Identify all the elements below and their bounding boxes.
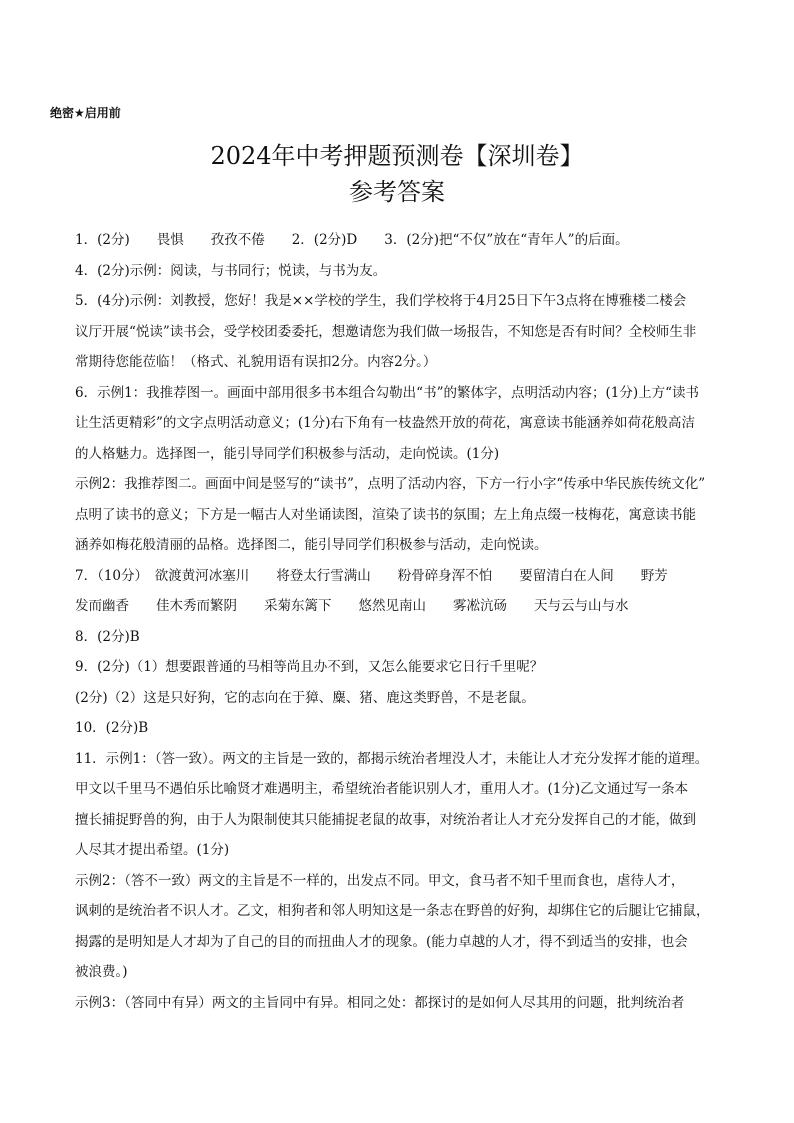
answer-line: 示例2：我推荐图二。画面中间是竖写的“读书”，点明了活动内容，下方一行小字“传承中华民族传统文化” [75, 476, 706, 492]
answer-line: 的人格魅力。选择图一，能引导同学们积极参与活动，走向悦读。(1分) [75, 445, 500, 462]
answer-line: 让生活更精彩”的文字点明活动意义；(1分)右下角有一枝盎然开放的荷花，寓意读书能涵养如荷花般高洁 [75, 415, 696, 431]
answer-line: 1．(2分) 畏惧 孜孜不倦 2．(2分)D 3．(2分)把“不仅”放在“青年人”的后面。 [75, 232, 629, 248]
answer-line: 11．示例1：（答一致）。两文的主旨是一致的，都揭示统治者埋没人才，未能让人才充分发挥才能的道理。 [75, 750, 709, 767]
confidential-label: 绝密★启用前 [50, 106, 121, 120]
page-subtitle: 参考答案 [349, 178, 445, 206]
answer-line: 讽刺的是统治者不识人才。乙文，相狗者和邻人明知这是一条志在野兽的好狗，却绑住它的后腿让它捕鼠， [75, 903, 710, 919]
answer-body [75, 225, 720, 1018]
answer-line: 示例3：（答同中有异）两文的主旨同中有异。相同之处：都探讨的是如何人尽其用的问题，批判统治者 [75, 994, 685, 1011]
answer-line: 擅长捕捉野兽的狗，由于人为限制使其只能捕捉老鼠的故事，对统治者让人才充分发挥自己的才能，做到 [75, 811, 696, 828]
answer-line: 9．(2分)（1）想要跟普通的马相等尚且办不到，又怎么能要求它日行千里呢？ [75, 659, 544, 675]
answer-line: 6．示例1：我推荐图一。画面中部用很多书本组合勾勒出“书”的繁体字，点明活动内容；(1分)上方“读书 [75, 384, 700, 401]
answer-line: 7．（10分） 欲渡黄河冰塞川 将登太行雪满山 粉骨碎身浑不怕 要留清白在人间 野芳 [75, 567, 668, 584]
answer-line: 议厅开展“悦读”读书会，受学校团委委托，想邀请您为我们做一场报告，不知您是否有时间？全校师生非 [75, 323, 697, 340]
answer-line: 点明了读书的意义；下方是一幅古人对坐诵读图，渲染了读书的氛围；左上角点缀一枝梅花，寓意读书能 [75, 506, 696, 523]
answer-line: 被浪费。) [75, 964, 128, 980]
page-title: 2024年中考押题预测卷【深圳卷】 [210, 142, 584, 170]
answer-line: (2分)（2）这是只好狗，它的志向在于獐、麋、猪、鹿这类野兽，不是老鼠。 [75, 689, 535, 706]
answer-line: 常期待您能莅临！（格式、礼貌用语有误扣2分。内容2分。） [75, 354, 437, 370]
answer-line: 10．(2分)B [75, 720, 149, 736]
answer-line: 4．(2分)示例：阅读，与书同行；悦读，与书为友。 [75, 262, 387, 279]
answer-line: 揭露的是明知是人才却为了自己的目的而扭曲人才的现象。(能力卓越的人才，得不到适当的安排，也会 [75, 933, 688, 950]
answer-line: 5．(4分)示例：刘教授，您好！我是××学校的学生，我们学校将于4月25日下午3点将在博雅楼二楼会 [75, 293, 687, 309]
answer-line: 发而幽香 佳木秀而繁阴 采菊东篱下 悠然见南山 雾凇沆砀 天与云与山与水 [75, 598, 629, 614]
answer-line: 人尽其才提出希望。(1分) [75, 842, 230, 858]
answer-line: 示例2：（答不一致）两文的主旨是不一样的，出发点不同。甲文，食马者不知千里而食也，虐待人才， [75, 872, 685, 889]
answer-line: 甲文以千里马不遇伯乐比喻贤才难遇明主，希望统治者能识别人才，重用人才。(1分)乙文通过写一条本 [75, 781, 689, 797]
answer-line: 涵养如梅花般清丽的品格。选择图二，能引导同学们积极参与活动，走向悦读。 [75, 537, 548, 553]
answer-line: 8．(2分)B [75, 628, 140, 645]
